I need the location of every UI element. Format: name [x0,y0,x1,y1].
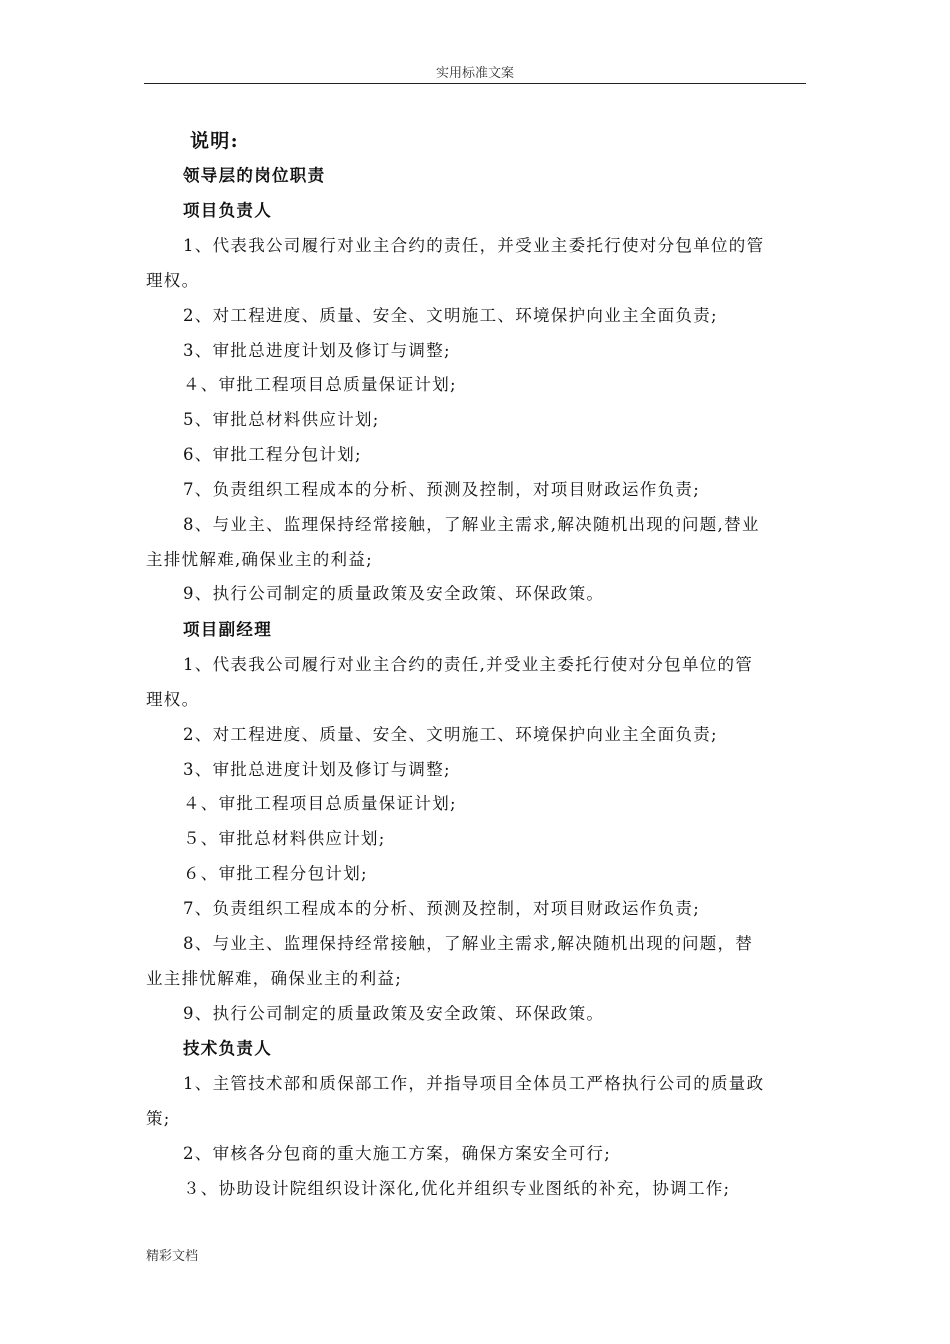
paragraph-line: 理权。 [146,690,200,709]
paragraph-line: 9、执行公司制定的质量政策及安全政策、环保政策。 [183,584,605,603]
subsection-heading: 技术负责人 [183,1039,272,1058]
paragraph-line: 1、代表我公司履行对业主合约的责任,并受业主委托行使对分包单位的管 [183,655,754,674]
paragraph-line: ３、协助设计院组织设计深化,优化并组织专业图纸的补充，协调工作; [183,1179,731,1198]
paragraph-line: 9、执行公司制定的质量政策及安全政策、环保政策。 [183,1004,605,1023]
page-header: 实用标准文案 [435,66,514,81]
header-rule [144,83,806,84]
subsection-heading: 项目副经理 [183,620,272,639]
paragraph-line: 8、与业主、监理保持经常接触，了解业主需求,解决随机出现的问题，替 [183,934,754,953]
paragraph-line: 业主排忧解难，确保业主的利益; [146,969,403,988]
paragraph-line: 8、与业主、监理保持经常接触，了解业主需求,解决随机出现的问题,替业 [183,515,760,534]
paragraph-line: 3、审批总进度计划及修订与调整; [183,341,451,360]
paragraph-line: 7、负责组织工程成本的分析、预测及控制，对项目财政运作负责; [183,899,701,918]
section-heading: 领导层的岗位职责 [183,166,326,185]
paragraph-line: 2、对工程进度、质量、安全、文明施工、环境保护向业主全面负责; [183,306,718,325]
paragraph-line: 3、审批总进度计划及修订与调整; [183,760,451,779]
paragraph-line: ４、审批工程项目总质量保证计划; [183,375,457,394]
paragraph-line: 5、审批总材料供应计划; [183,410,380,429]
page-footer: 精彩文档 [146,1249,199,1264]
paragraph-line: ５、审批总材料供应计划; [183,829,386,848]
paragraph-line: ６、审批工程分包计划; [183,864,368,883]
paragraph-line: 理权。 [146,271,200,290]
document-title: 说明: [190,130,239,152]
paragraph-line: 2、对工程进度、质量、安全、文明施工、环境保护向业主全面负责; [183,725,718,744]
paragraph-line: 1、主管技术部和质保部工作，并指导项目全体员工严格执行公司的质量政 [183,1074,765,1093]
paragraph-line: 7、负责组织工程成本的分析、预测及控制，对项目财政运作负责; [183,480,701,499]
paragraph-line: 2、审核各分包商的重大施工方案，确保方案安全可行; [183,1144,612,1163]
paragraph-line: ４、审批工程项目总质量保证计划; [183,794,457,813]
paragraph-line: 1、代表我公司履行对业主合约的责任，并受业主委托行使对分包单位的管 [183,236,765,255]
paragraph-line: 策; [146,1109,171,1128]
subsection-heading: 项目负责人 [183,201,272,220]
paragraph-line: 主排忧解难,确保业主的利益; [146,550,374,569]
paragraph-line: 6、审批工程分包计划; [183,445,362,464]
